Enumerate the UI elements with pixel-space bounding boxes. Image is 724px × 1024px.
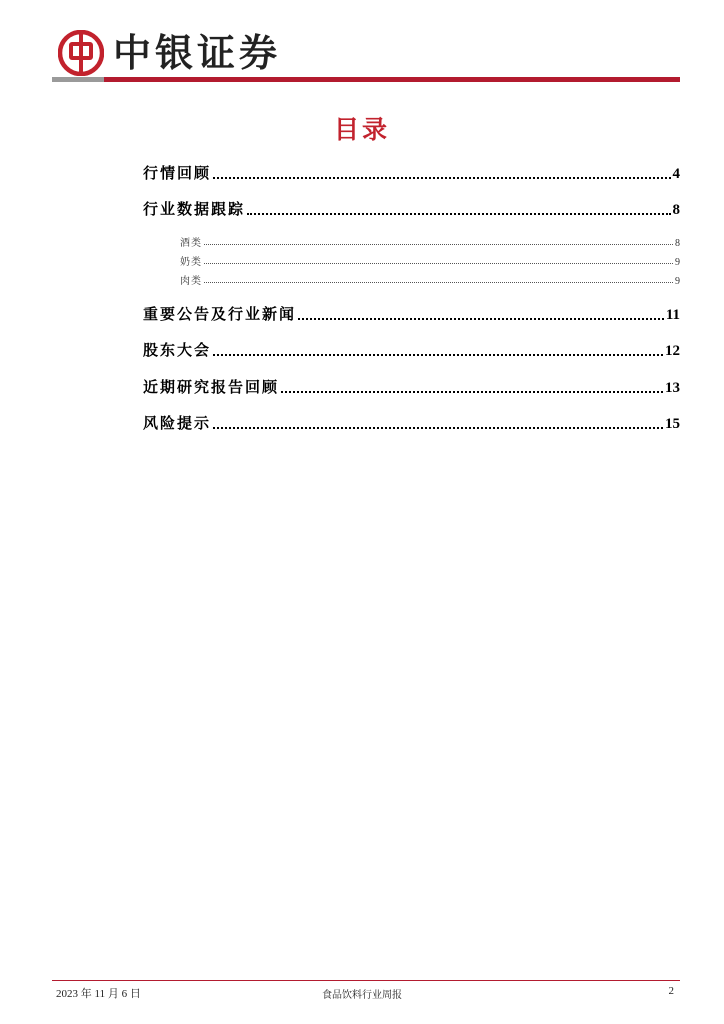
toc-entry-label: 行业数据跟踪	[143, 200, 246, 218]
toc-subentry-label: 肉类	[180, 276, 202, 287]
toc-title: 目录	[333, 115, 390, 144]
toc-entry-page: 11	[665, 307, 680, 323]
toc-entry-page: 4	[672, 166, 680, 182]
toc-leader	[213, 354, 663, 356]
toc-subentry-page: 9	[675, 276, 680, 287]
toc-subentry[interactable]	[180, 272, 680, 286]
toc-leader	[213, 177, 670, 179]
page-header	[0, 0, 724, 90]
footer-page-number: 2	[668, 985, 674, 997]
footer-date: 2023 年 11 月 6 日	[56, 988, 141, 1000]
toc-entry-page: 15	[665, 416, 680, 432]
bank-of-china-logo-icon	[58, 30, 104, 76]
toc-entry-page: 12	[665, 343, 680, 359]
toc-entry-label: 股东大会	[143, 341, 212, 359]
toc-entry-label: 重要公告及行业新闻	[143, 305, 297, 323]
toc-leader	[247, 213, 670, 215]
toc-entry[interactable]	[143, 376, 680, 398]
toc-entry-page: 13	[665, 380, 680, 396]
footer-report-name: 食品饮料行业周报	[322, 990, 402, 1001]
toc-leader	[298, 318, 664, 320]
toc-entry-label: 风险提示	[143, 414, 212, 432]
toc-leader	[213, 427, 663, 429]
toc-entry[interactable]	[143, 303, 680, 325]
toc-entry-label: 近期研究报告回顾	[143, 378, 280, 396]
header-rule-accent	[52, 77, 104, 82]
toc-leader	[204, 263, 673, 264]
toc-subentry-page: 8	[675, 238, 680, 249]
toc-subentry-page: 9	[675, 257, 680, 268]
toc-subentry-label: 酒类	[180, 238, 202, 249]
toc-subentry-label: 奶类	[180, 257, 202, 268]
brand-name: 中银证券	[113, 31, 282, 75]
toc-leader	[281, 391, 663, 393]
footer-rule	[52, 980, 680, 981]
toc-entry[interactable]	[143, 162, 680, 184]
toc-leader	[204, 244, 673, 245]
toc-entry-label: 行情回顾	[143, 164, 212, 182]
toc-subentry[interactable]	[180, 234, 680, 248]
toc-leader	[204, 282, 673, 283]
toc-entry[interactable]	[143, 339, 680, 361]
header-rule	[52, 77, 680, 82]
toc-entry-page: 8	[672, 202, 680, 218]
toc-entry[interactable]	[143, 198, 680, 220]
toc-subentry[interactable]	[180, 253, 680, 267]
toc-entry[interactable]	[143, 412, 680, 434]
